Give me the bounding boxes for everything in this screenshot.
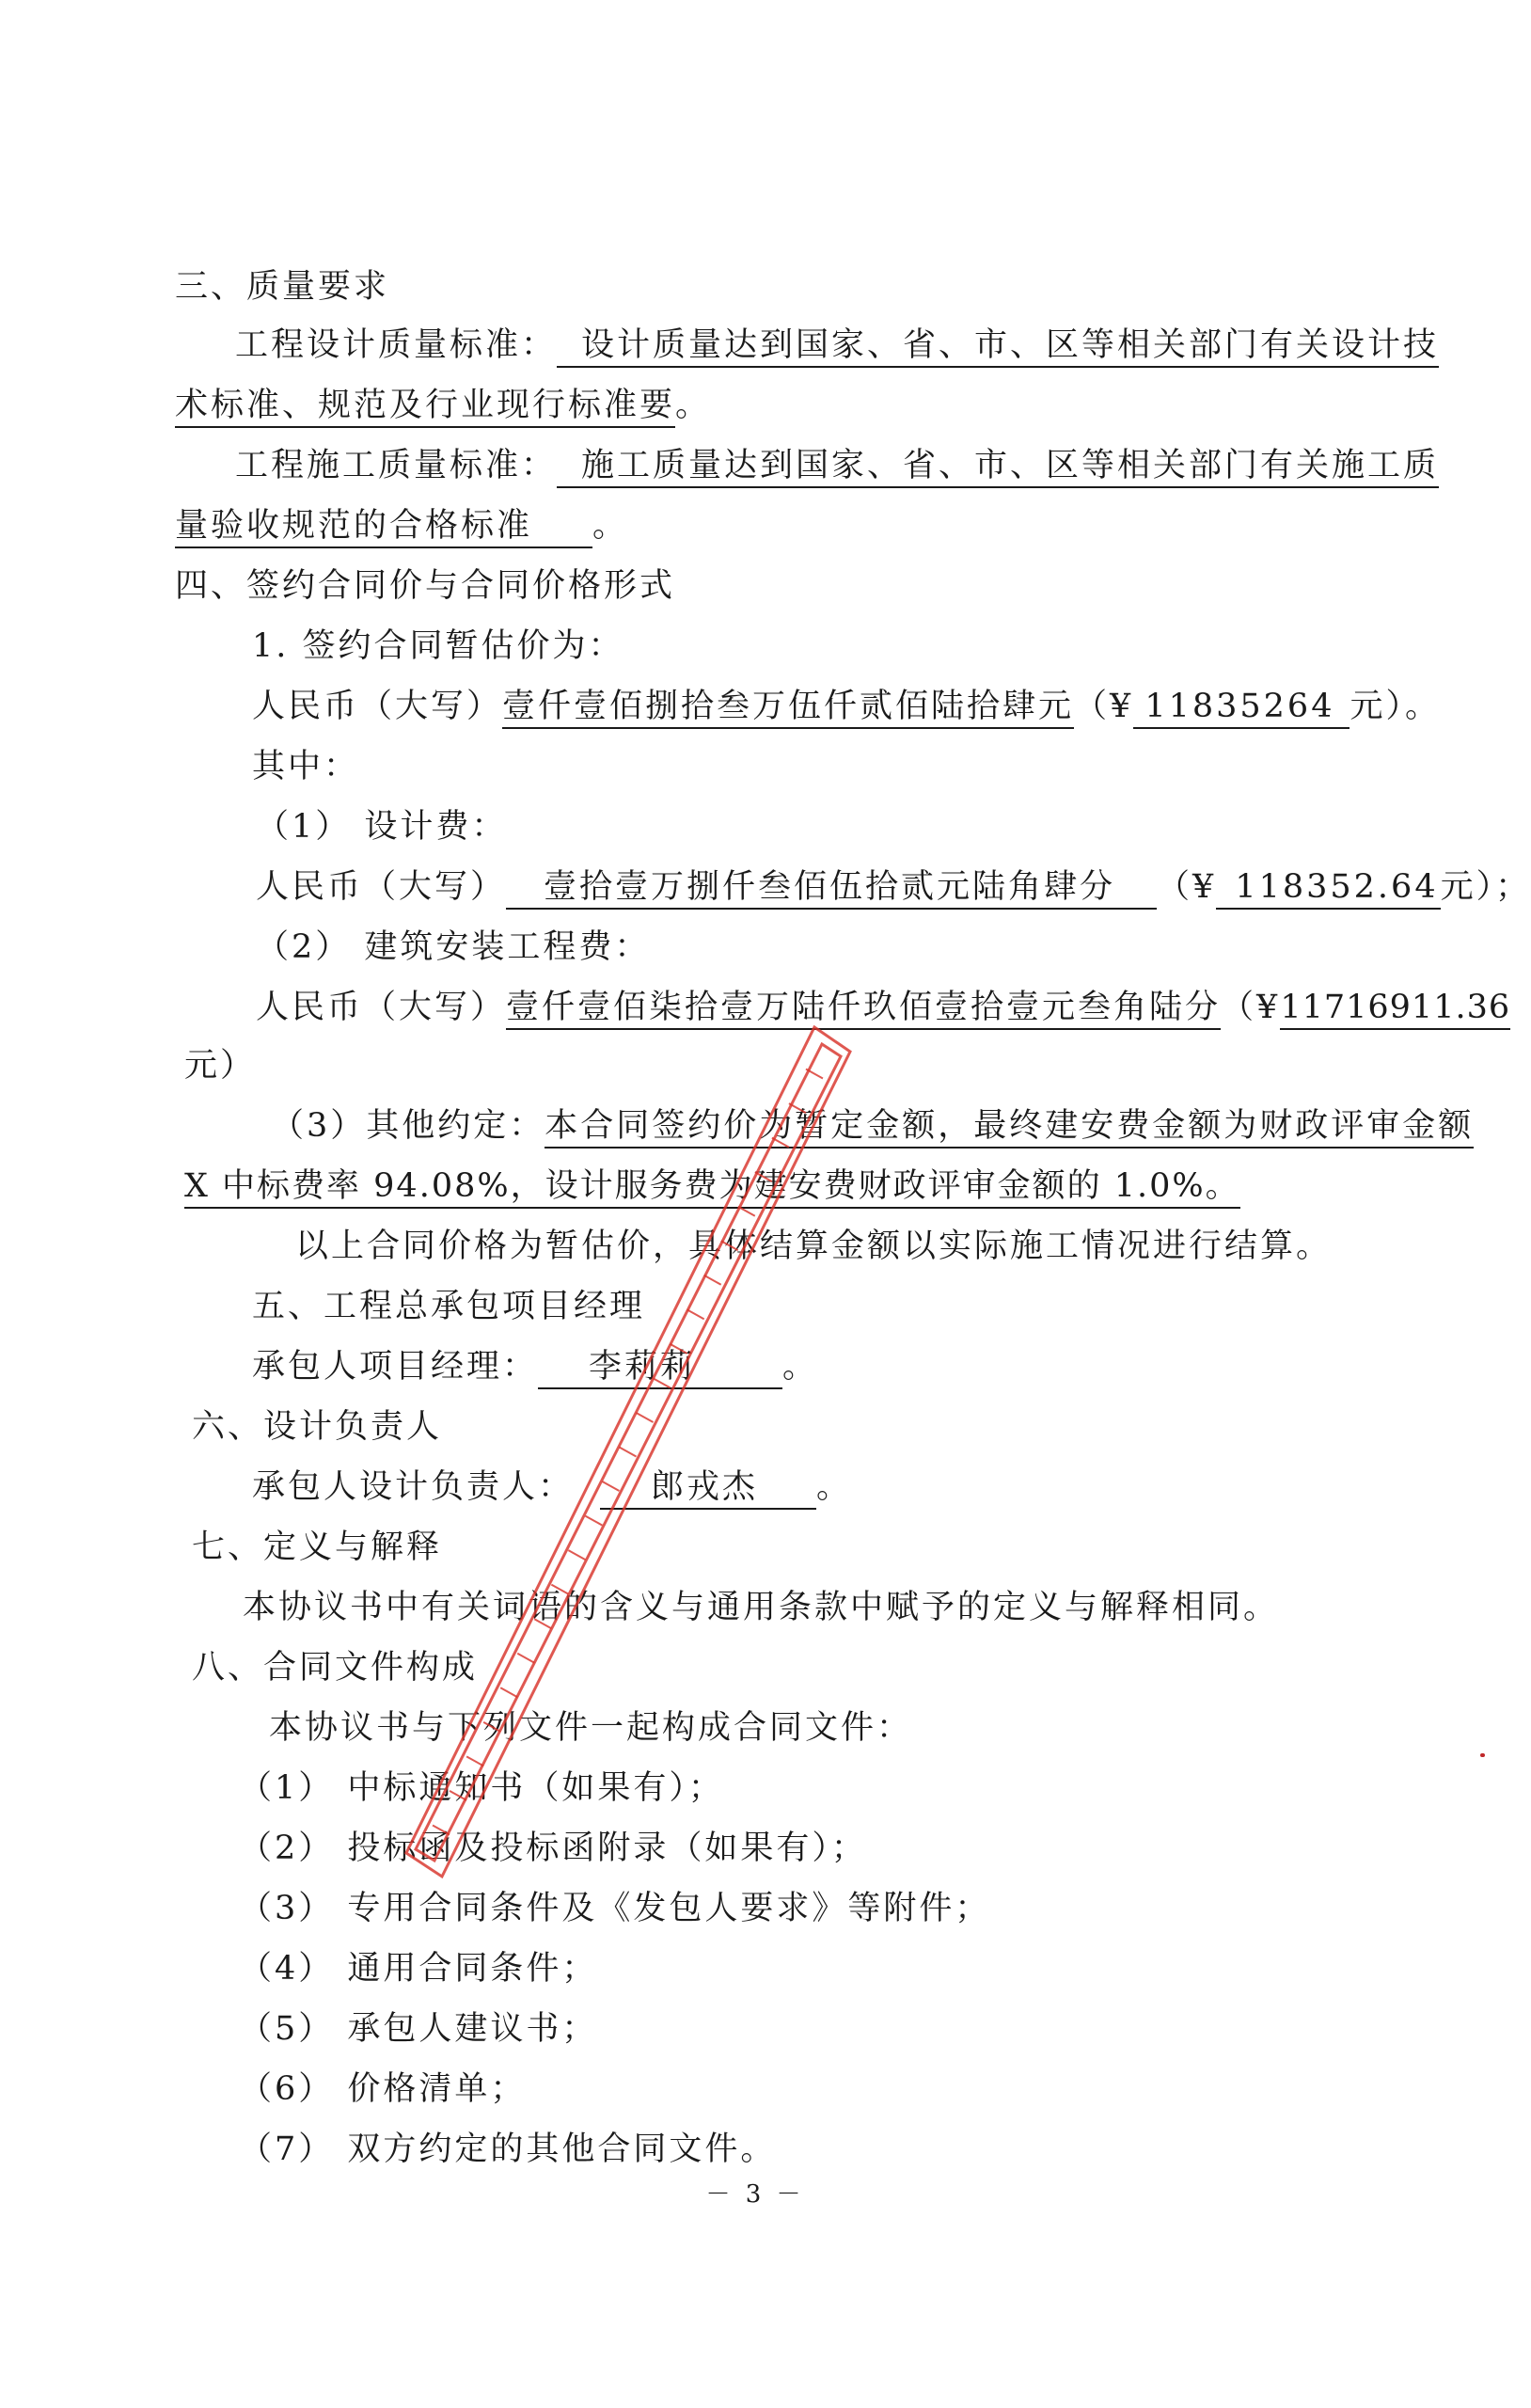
stamp-cell-divider [585,1516,602,1526]
design-quality-value-1: 设计质量达到国家、省、市、区等相关部门有关设计技 [557,325,1439,368]
design-fee-prefix: 人民币（大写） [256,868,507,906]
stamp-cell-divider [704,1275,721,1285]
stamp-cell-divider [806,1069,823,1079]
section-designer-heading: 六、设计负责人 [192,1408,443,1446]
design-fee-number: 118352.64 [1216,866,1440,910]
designer-end: 。 [816,1468,853,1506]
construction-fee-tail: 元） [184,1047,257,1085]
construction-fee-paren-open: （¥ [1221,989,1281,1026]
total-price-prefix: 人民币（大写） [252,688,503,725]
total-price-line [252,685,1441,729]
total-price-paren-close: 元）。 [1349,688,1441,725]
price-note: 以上合同价格为暂估价，具体结算金额以实际施工情况进行结算。 [295,1228,1333,1265]
stamp-cell-divider [568,1550,585,1560]
construction-fee-prefix: 人民币（大写） [256,989,507,1026]
other-agreement-line-1 [271,1104,1474,1149]
construction-quality-line-1 [235,444,1439,488]
stamp-cell-divider [466,1756,483,1766]
other-agreement-text-2: X 中标费率 94.08%，设计服务费为建安费财政评审金额的 1.0%。 [184,1165,1240,1209]
document-item: （1） 中标通知书（如果有）； [239,1769,724,1807]
section-definition-heading: 七、定义与解释 [192,1529,443,1566]
price-item-1: 1. 签约合同暂估价为： [252,627,624,665]
construction-fee-label: （2） 建筑安装工程费： [256,928,651,966]
total-price-number: 11835264 [1133,686,1349,729]
document-item: （7） 双方约定的其他合同文件。 [239,2131,777,2168]
design-fee-words: 壹拾壹万捌仟叁佰伍拾贰元陆角肆分 [506,866,1157,910]
total-price-words: 壹仟壹佰捌拾叁万伍仟贰佰陆拾肆元 [502,686,1074,729]
documents-intro: 本协议书与下列文件一起构成合同文件： [269,1709,913,1747]
other-agreement-line-2 [184,1164,1240,1209]
other-agreement-text-1: 本合同签约价为暂定金额，最终建安费金额为财政评审金额 [545,1105,1474,1149]
section-documents-heading: 八、合同文件构成 [192,1649,479,1687]
designer-line [252,1465,852,1510]
among-label: 其中： [252,748,360,785]
construction-quality-label: 工程施工质量标准： [235,447,558,484]
design-fee-label: （1） 设计费： [256,808,508,846]
document-item: （6） 价格清单； [239,2070,527,2108]
construction-quality-value-2: 量验收规范的合格标准 [175,505,592,548]
construction-fee-line [256,986,1510,1030]
document-item: （5） 承包人建议书； [239,2010,598,2048]
design-quality-end: 。 [675,387,712,424]
manager-name: 李莉莉 [538,1346,782,1389]
stamp-cell-divider [500,1687,517,1697]
designer-label: 承包人设计负责人： [252,1468,575,1506]
stamp-cell-divider [620,1448,637,1457]
design-quality-line-1 [235,324,1439,368]
design-fee-paren-close: 元）； [1440,868,1531,906]
document-item: （3） 专用合同条件及《发包人要求》等附件； [239,1890,991,1927]
manager-line [252,1345,818,1389]
design-fee-line [256,865,1531,910]
document-item: （4） 通用合同条件； [239,1950,598,1988]
construction-fee-words: 壹仟壹佰柒拾壹万陆仟玖佰壹拾壹元叁角陆分 [506,987,1221,1030]
other-agreement-label: （3）其他约定： [271,1107,545,1145]
ink-mark [1480,1753,1485,1757]
stamp-cell-divider [517,1654,534,1663]
definition-text: 本协议书中有关词语的含义与通用条款中赋予的定义与解释相同。 [243,1589,1280,1626]
construction-quality-value-1: 施工质量达到国家、省、市、区等相关部门有关施工质 [557,445,1439,488]
construction-quality-end: 。 [592,507,629,545]
document-item: （2） 投标函及投标函附录（如果有）； [239,1830,867,1867]
construction-fee-number: 11716911.36 [1280,987,1510,1030]
designer-name: 郎戎杰 [600,1466,816,1510]
section-quality-heading: 三、质量要求 [175,268,390,306]
stamp-cell-divider [687,1309,704,1319]
section-price-heading: 四、签约合同价与合同价格形式 [175,567,676,605]
design-quality-line-2 [175,384,711,428]
page-number: － 3 － [705,2180,805,2209]
stamp-cell-divider [637,1413,654,1422]
construction-quality-line-2 [175,504,628,548]
design-quality-label: 工程设计质量标准： [235,326,558,364]
total-price-paren-open: （¥ [1074,688,1134,725]
section-manager-heading: 五、工程总承包项目经理 [252,1288,646,1325]
design-fee-paren-open: （¥ [1157,868,1217,906]
manager-end: 。 [782,1348,819,1386]
manager-label: 承包人项目经理： [252,1348,539,1386]
design-quality-value-2: 术标准、规范及行业现行标准要 [175,385,675,428]
